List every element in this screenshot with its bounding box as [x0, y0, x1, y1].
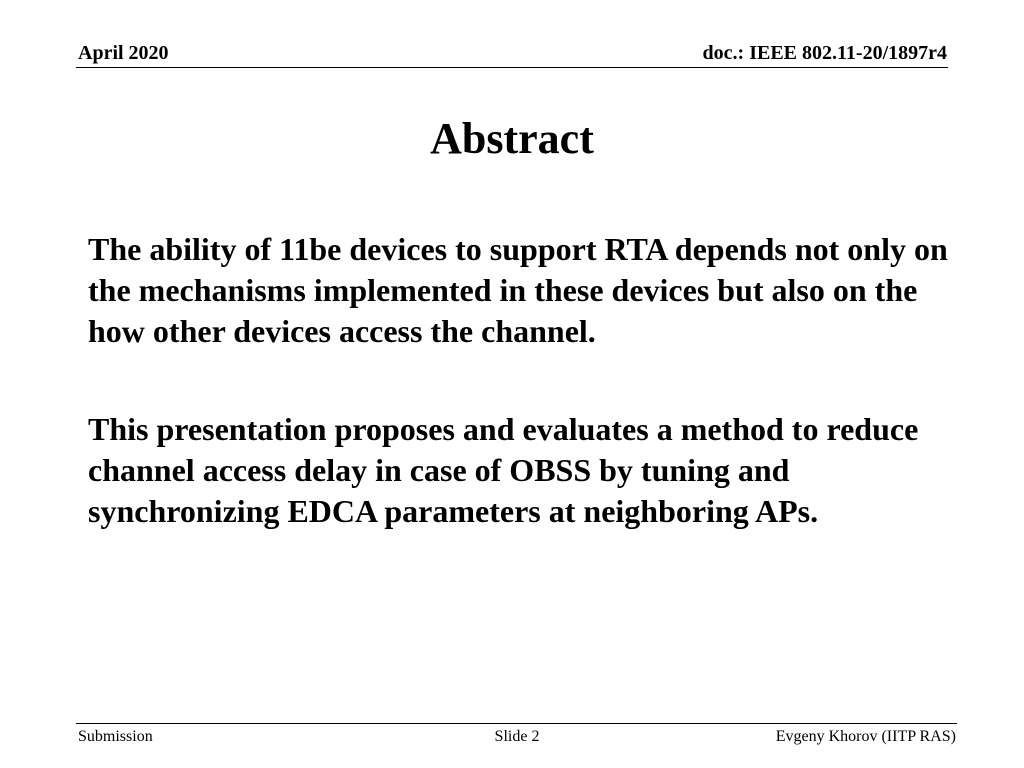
footer-divider	[76, 723, 957, 724]
header-date: April 2020	[78, 42, 169, 64]
footer-author: Evgeny Khorov (IITP RAS)	[775, 728, 956, 745]
slide-title: Abstract	[430, 114, 594, 163]
header-divider	[76, 67, 948, 68]
footer-submission-label: Submission	[78, 728, 153, 745]
header-document-id: doc.: IEEE 802.11-20/1897r4	[702, 42, 947, 64]
abstract-paragraph-1: The ability of 11be devices to support RTA depends not only on the mechanisms implemented in these devices but also on the how other devices access the channel.	[88, 231, 948, 349]
abstract-paragraph-2: This presentation proposes and evaluates a method to reduce channel access delay in case of OBSS by tuning and synchronizing EDCA parameters at neighboring APs.	[88, 411, 919, 529]
footer-slide-number: Slide 2	[494, 728, 540, 745]
